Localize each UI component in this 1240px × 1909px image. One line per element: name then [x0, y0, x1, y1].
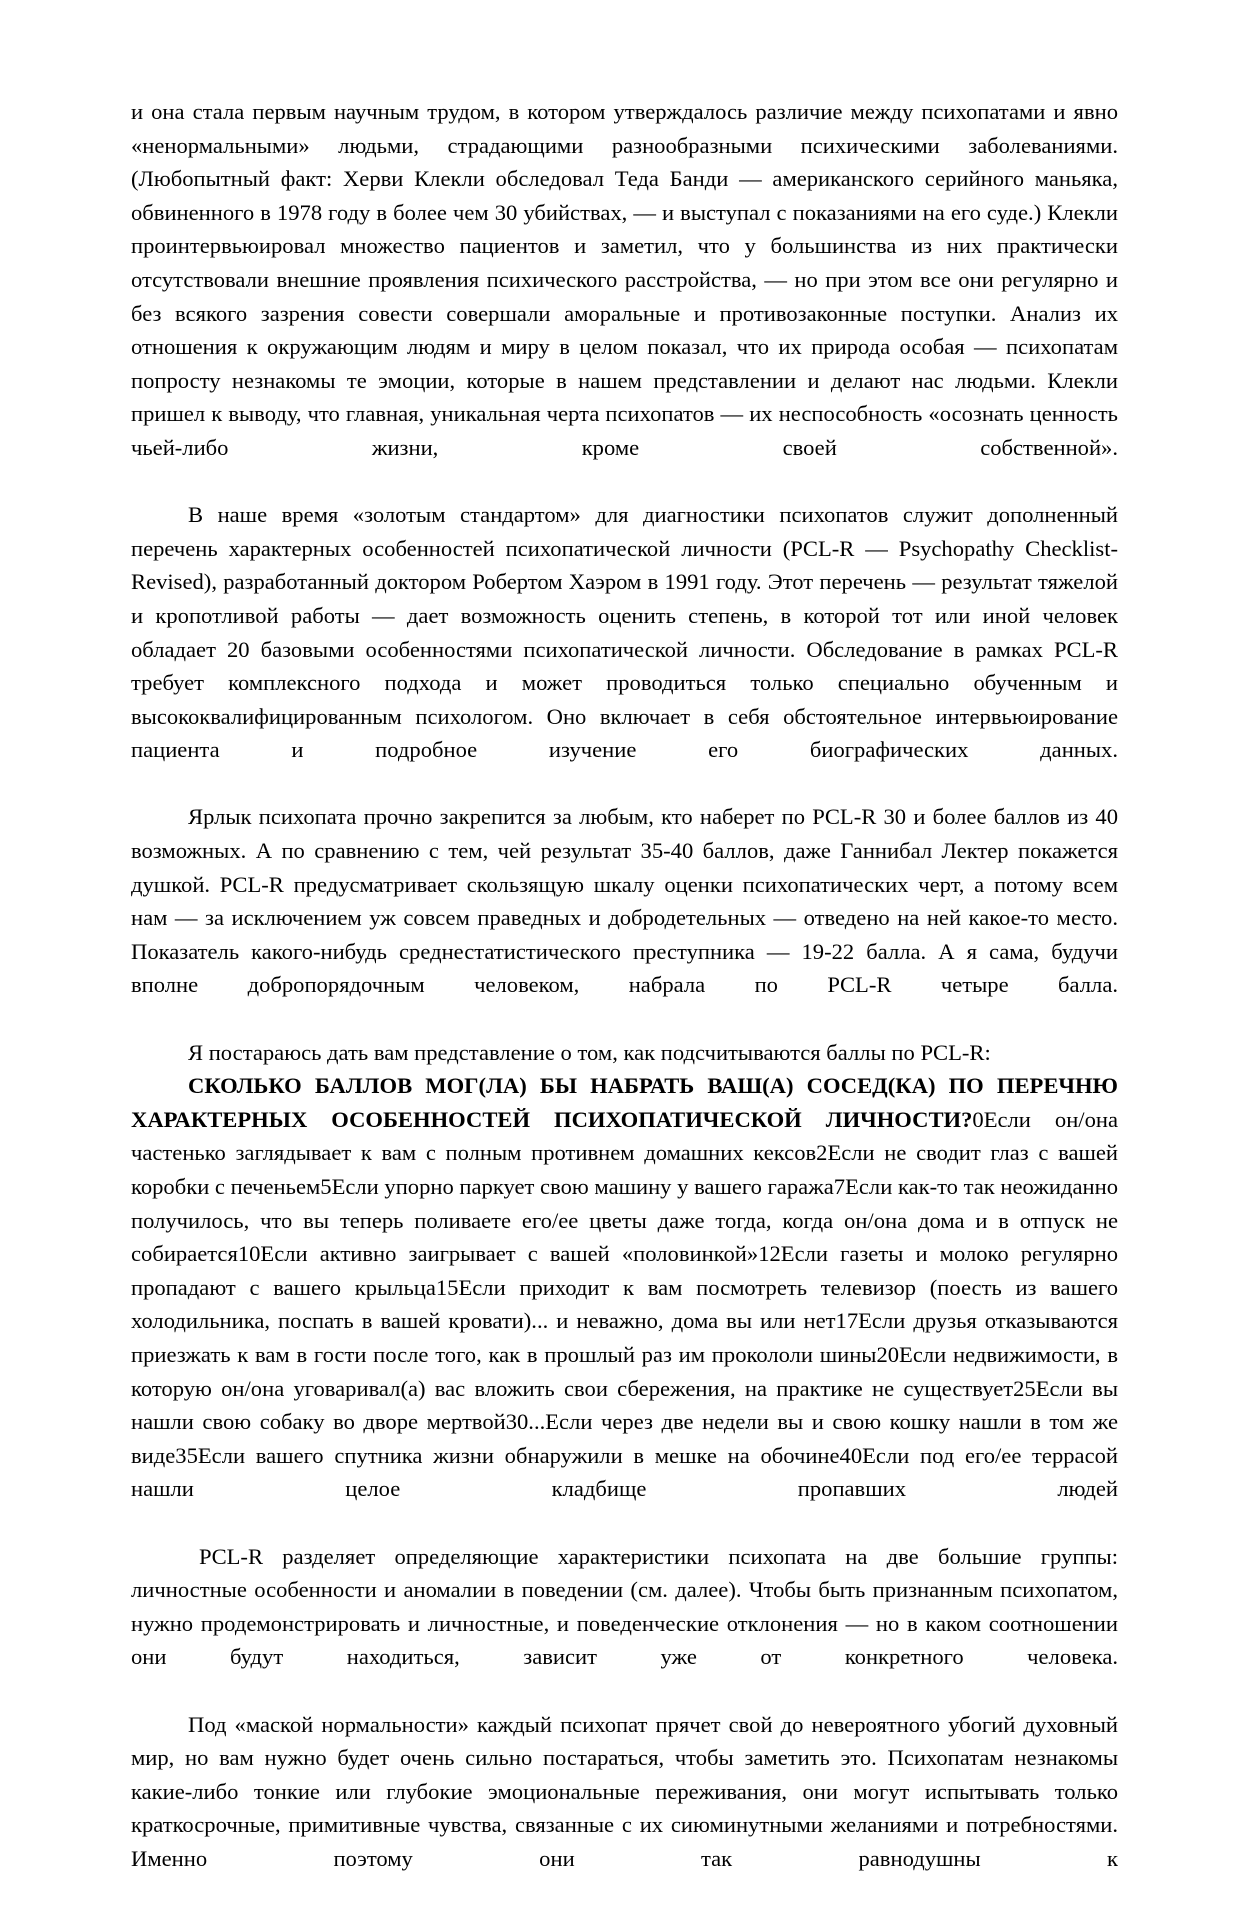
document-body: [131, 95, 1118, 1909]
neighbor-quiz-title: СКОЛЬКО БАЛЛОВ МОГ(ЛА) БЫ НАБРАТЬ ВАШ(А) СОСЕД(КА) ПО ПЕРЕЧНЮ ХАРАКТЕРНЫХ ОСОБЕННОСТЕЙ ПСИХОПАТИЧЕСКОЙ ЛИЧНОСТИ?: [131, 1073, 1118, 1132]
neighbor-quiz-block: [131, 1069, 1118, 1539]
paragraph-mask-of-sanity: Под «маской нормальности» каждый психопат прячет свой до невероятного убогий духовный мир, но вам нужно будет очень сильно постараться, чтобы заметить это. Психопатам незнакомы какие-либо тонкие или глубокие эмоциональные переживания, они могут испытывать только краткосрочные, примитивные чувства, связанные с их сиюминутными желаниями и потребностями. Именно поэтому они так равнодушны к: [131, 1708, 1118, 1909]
paragraph-psychopath-label-score: Ярлык психопата прочно закрепится за любым, кто наберет по PCL-R 30 и более баллов из 40 возможных. А по сравнению с тем, чей результат 35-40 баллов, даже Ганнибал Лектер покажется душкой. PCL-R предусматривает скользящую шкалу оценки психопатических черт, а потому всем нам — за исключением уж совсем праведных и добродетельных — отведено на ней какое-то место. Показатель какого-нибудь среднестатистического преступника — 19-22 балла. А я сама, будучи вполне добропорядочным человеком, набрала по PCL-R четыре балла.: [131, 800, 1118, 1035]
paragraph-pclr-two-groups: PCL-R разделяет определяющие характеристики психопата на две большие группы: личностные особенности и аномалии в поведении (см. далее). Чтобы быть признанным психопатом, нужно продемонстрировать и личностные, и поведенческие отклонения — но в каком соотношении они будут находиться, зависит уже от конкретного человека.: [131, 1540, 1118, 1708]
paragraph-pclr-gold-standard: В наше время «золотым стандартом» для диагностики психопатов служит дополненный перечень характерных особенностей психопатической личности (PCL-R — Psychopathy Checklist-Revised), разработанный доктором Робертом Хаэром в 1991 году. Этот перечень — результат тяжелой и кропотливой работы — дает возможность оценить степень, в которой тот или иной человек обладает 20 базовыми особенностями психопатической личности. Обследование в рамках PCL-R требует комплексного подхода и может проводиться только специально обученным и высококвалифицированным психологом. Оно включает в себя обстоятельное интервьюирование пациента и подробное изучение его биографических данных.: [131, 498, 1118, 800]
paragraph-continuation-cleckley: и она стала первым научным трудом, в котором утверждалось различие между психопатами и явно «ненормальными» людьми, страдающими разнообразными психическими заболеваниями. (Любопытный факт: Херви Клекли обследовал Теда Банди — американского серийного маньяка, обвиненного в 1978 году в более чем 30 убийствах, — и выступал с показаниями на его суде.) Клекли проинтервьюировал множество пациентов и заметил, что у большинства из них практически отсутствовали внешние проявления психического расстройства, — но при этом все они регулярно и без всякого зазрения совести совершали аморальные и противозаконные поступки. Анализ их отношения к окружающим людям и миру в целом показал, что их природа особая — психопатам попросту незнакомы те эмоции, которые в нашем представлении и делают нас людьми. Клекли пришел к выводу, что главная, уникальная черта психопатов — их неспособность «осознать ценность чьей-либо жизни, кроме своей собственной».: [131, 95, 1118, 498]
paragraph-intro-to-quiz: Я постараюсь дать вам представление о том, как подсчитываются баллы по PCL-R:: [131, 1036, 1118, 1070]
neighbor-quiz-items: 0Если он/она частенько заглядывает к вам с полным противнем домашних кексов2Если не сводит глаз с вашей коробки с печеньем5Если упорно паркует свою машину у вашего гаража7Если как-то так неожиданно получилось, что вы теперь поливаете его/ее цветы даже тогда, когда он/она дома и в отпуск не собирается10Если активно заигрывает с вашей «половинкой»12Если газеты и молоко регулярно пропадают с вашего крыльца15Если приходит к вам посмотреть телевизор (поесть из вашего холодильника, поспать в вашей кровати)... и неважно, дома вы или нет17Если друзья отказываются приезжать к вам в гости после того, как в прошлый раз им прокололи шины20Если недвижимости, в которую он/она уговаривал(а) вас вложить свои сбережения, на практике не существует25Если вы нашли свою собаку во дворе мертвой30...Если через две недели вы и свою кошку нашли в том же виде35Если вашего спутника жизни обнаружили в мешке на обочине40Если под его/ее террасой нашли целое кладбище пропавших людей: [131, 1107, 1118, 1502]
